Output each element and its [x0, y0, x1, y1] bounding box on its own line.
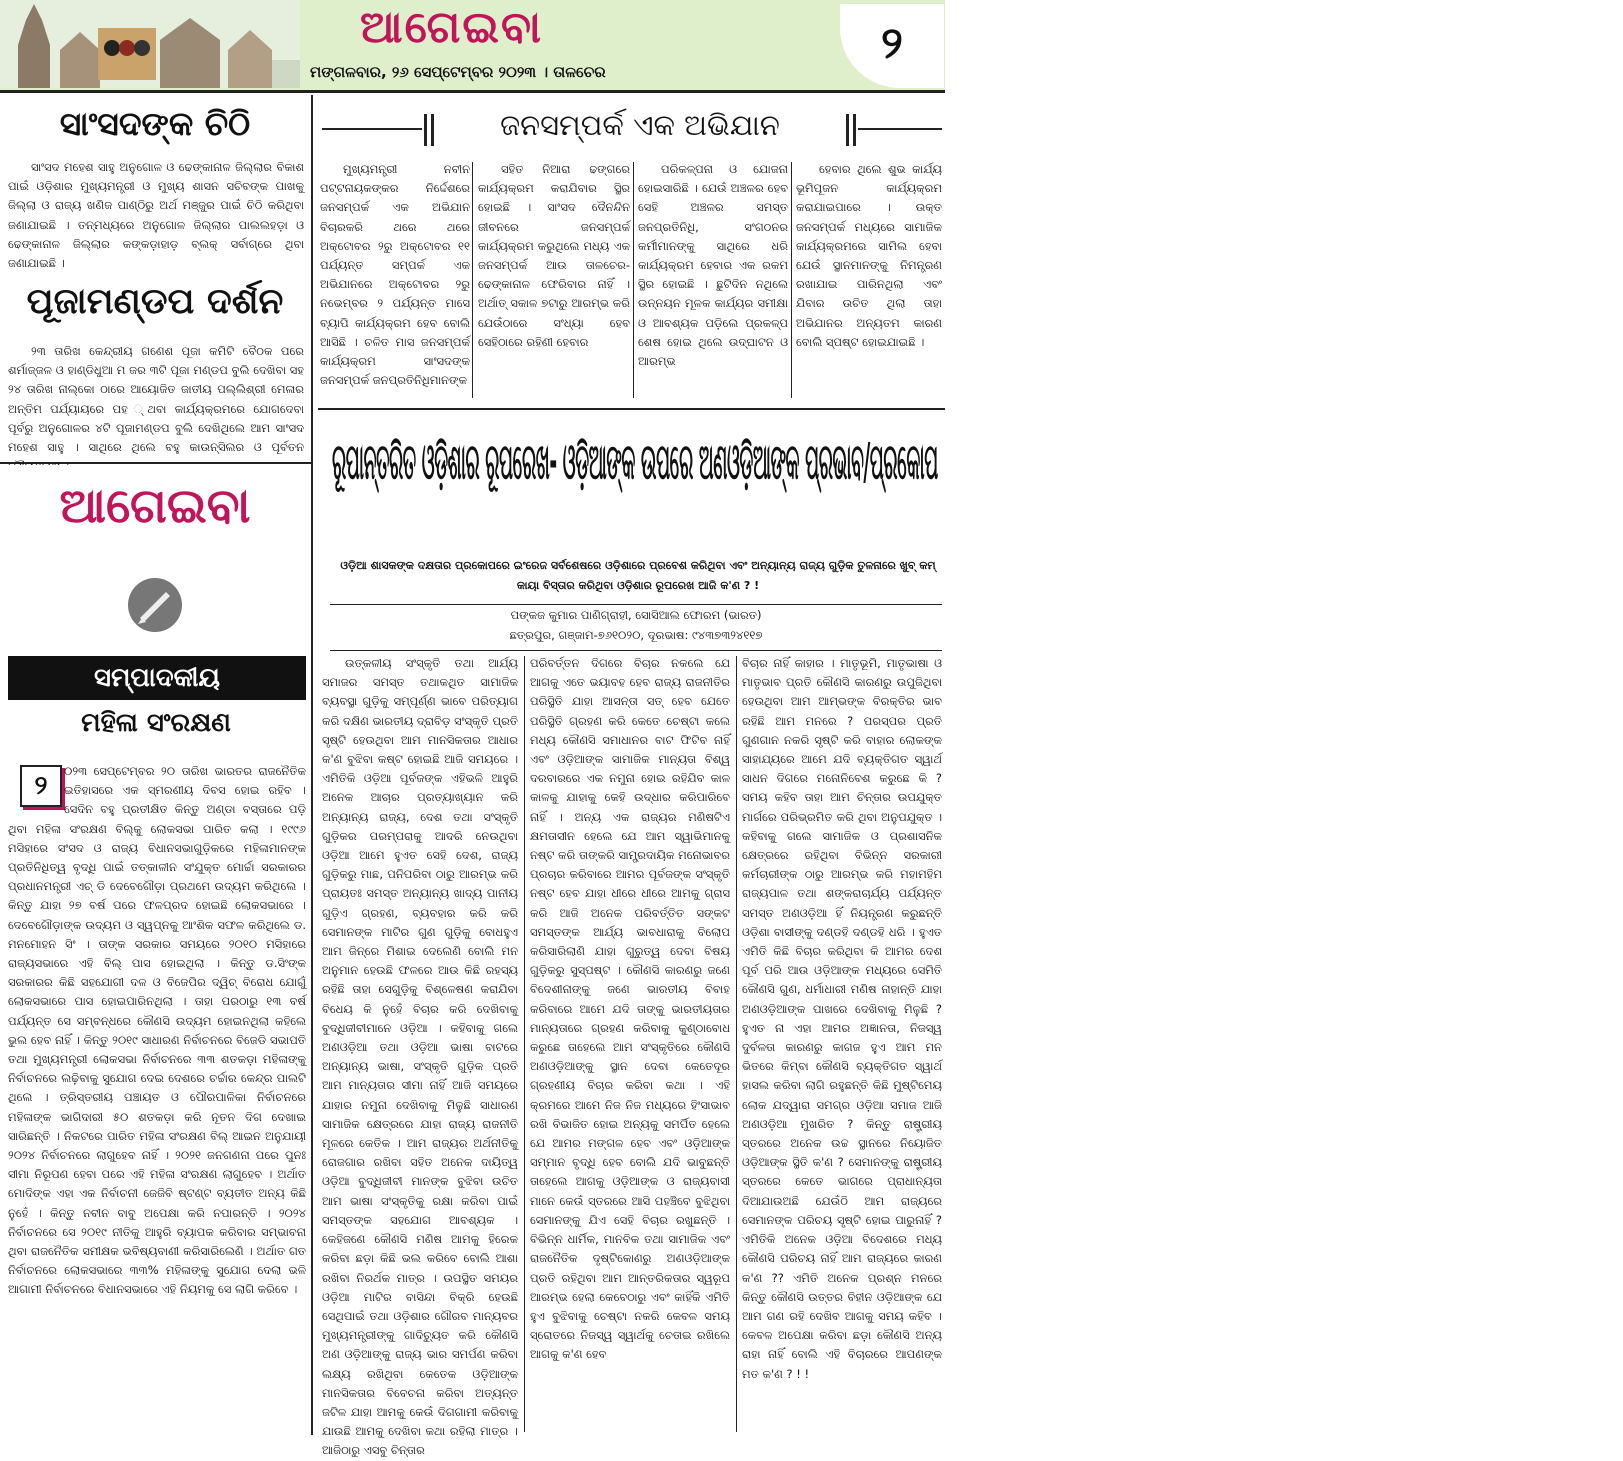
heading-bar-right	[853, 114, 856, 146]
column-divider	[633, 162, 634, 398]
page-number: ୨	[840, 4, 944, 88]
jana-col-1-text: ମୁଖ୍ୟମନ୍ତ୍ରୀ ନବୀନ ପଟ୍ଟନାୟକଙ୍କର ନିର୍ଦ୍ଦେଶରେ ଜନସମ୍ପର୍କ ଏକ ଅଭିଯାନ ବିଚାରକରି ଥରେ ଥରେ ଅକ୍ଟୋବର ୨ରୁ ଅକ୍ଟୋବର ୧୧ ପର୍ଯ୍ୟନ୍ତ ସମ୍ପର୍କ ଏକ ଅଭିଯାନରେ ଅକ୍ଟୋବର ୨ରୁ ନଭେମ୍ବର ୨ ପର୍ଯ୍ୟନ୍ତ ମାସେ ବ୍ୟାପି କାର୍ଯ୍ୟକ୍ରମ ହେବ ବୋଲି ଆସିଛି । ଚଳିତ ମାସ ଜନସମ୍ପର୍କ କାର୍ଯ୍ୟକ୍ରମ ସାଂସଦଙ୍କ ଜନସମ୍ପର୍କ ଜନପ୍ରତିନିଧିମାନଙ୍କ	[320, 162, 470, 388]
feature-headline-text: ରୂପାନ୍ତରିତ ଓଡ଼ିଶାର ରୂପରେଖ- ଓଡ଼ିଆଙ୍କ ଉପରେ ଅଣଓଡ଼ିଆଙ୍କ ପ୍ରଭାବ/ପ୍ରକୋପ	[332, 433, 938, 491]
column-rule	[311, 95, 313, 1435]
drop-cap-space	[8, 762, 64, 804]
editorial-article	[8, 762, 306, 1432]
jana-col-2-text: ସହିତ ନିଆରା ଢଙ୍ଗରେ କାର୍ଯ୍ୟକ୍ରମ କରାଯିବାର ସ୍ଥିର ହୋଇଛି । ସାଂସଦ ଦୈନନ୍ଦିନ ଜୀବନରେ ଜନସମ୍ପର୍କ କାର୍ଯ୍ୟକ୍ରମ କରୁଥିଲେ ମଧ୍ୟ ଏକ ଜନସମ୍ପର୍କ ଆଉ ତାଳଚେର-ଢେଙ୍କାନାଳ ଫେରିବାର ନାହିଁ । ଅର୍ଥାତ୍ ସକାଳ ୭ଟାରୁ ଆରମ୍ଭ କରି ଯେଉଁଠାରେ ସଂଧ୍ୟା ହେବ ସେହିଠାରେ ରହିଣୀ ହେବାର	[478, 162, 630, 349]
headline-janasamparka: ଜନସମ୍ପର୍କ ଏକ ଅଭିଯାନ	[500, 108, 780, 142]
column-divider	[736, 656, 737, 1432]
jana-col-1	[320, 160, 470, 400]
heading-bar-left	[424, 114, 427, 146]
feature-col-1-text: ଉତ୍କଳୀୟ ସଂସ୍କୃତି ତଥା ଆର୍ଯ୍ୟ ସମାଜର ସମସ୍ତ ତଥାକଥିତ ସାମାଜିକ ବ୍ୟବସ୍ଥା ଗୁଡ଼ିକୁ ସମ୍ପୂର୍ଣ୍ଣ ଭାବେ ପରିତ୍ୟାଗ କରି ଦକ୍ଷିଣ ଭାରତୀୟ ଦ୍ରାବିଡ଼ ସଂସ୍କୃତି ପ୍ରତି ସୃଷ୍ଟି ହେଉଥିବା ଆମ ମାନସିକତାର ଆଧାର କ'ଣ ବୁଝିବା କଷ୍ଟ ହୋଇଛି ଆଜି ସମୟରେ । ଏମିତିକି ଓଡ଼ିଆ ପୂର୍ବଜଙ୍କ ଏହିଭଳି ଆହୁରି ଅନେକ ଆଚାର ପ୍ରତ୍ୟାଖ୍ୟାନ କରି ଅନ୍ୟାନ୍ୟ ରାଜ୍ୟ, ଦେଶ ତଥା ସଂସ୍କୃତି ଗୁଡ଼ିକର ପରମ୍ପରାକୁ ଆଦରି ନେଉଥିବା ଓଡ଼ିଆ ଆମେ ହୁଏତ ସେହି ଦେଶ, ରାଜ୍ୟ ଗୁଡ଼ିକରୁ ମାଛ, ପନିପରିବା ଠାରୁ ଆରମ୍ଭ କରି ପ୍ରାୟତଃ ସମସ୍ତ ଅନ୍ୟାନ୍ୟ ଖାଦ୍ୟ ପାନୀୟ ଗୁଡ଼ିଏ ଗ୍ରହଣ, ବ୍ୟବହାର କରି କରି ସେମାନଙ୍କ ମାଟିର ଗୁଣ ଗୁଡ଼ିକୁ ବୋଧହୁଏ ଆମ ଜିନ୍‌ରେ ମିଶାଇ ଦେଲେଣି ବୋଲି ମନ ଅନୁମାନ ହେଉଛି ଫଳରେ ଆଉ କିଛି ରହସ୍ୟ ରହିଛି ତାହା ସେଗୁଡ଼ିକୁ ବିଶ୍ଳେଷଣ କରାଯିବା ବିଧେୟ କି ନୁହେଁ ବିଚାର କରି ଦେଖିବାକୁ ବୁଦ୍ଧିଜୀବୀମାନେ ଓଡ଼ିଆ । କହିବାକୁ ଗଲେ ଅଣଓଡ଼ିଆ ତଥା ଓଡ଼ିଆ ଭାଷା ବାଟରେ ଅନ୍ୟାନ୍ୟ ଭାଷା, ସଂସ୍କୃତି ଗୁଡ଼ିକ ପ୍ରତି ଆମ ମାନ୍ୟତାର ସୀମା ନାହିଁ ଆଜି ସମୟରେ ଯାହାର ନମୁନା ଦେଖିବାକୁ ମିଳୁଛି ସାଧାରଣ ସାମାଜିକ କ୍ଷେତ୍ରରେ ଯାହା ରାଜ୍ୟ ରାଜନୀତି ମୂଳରେ କେତିକ । ଆମ ରାଜ୍ୟର ଅର୍ଥନୀତିକୁ ରୋଜଗାର ରଖିବା ସହିତ ଅନେକ ଦାୟିତ୍ୱ ଓଡ଼ିଆ ବୁଦ୍ଧିଜୀବୀ ମାନଙ୍କ ବୁଝିବା ଉଚିତ ଆମ ଭାଷା ସଂସ୍କୃତିକୁ ରକ୍ଷା କରିବା ପାଇଁ ସମସ୍ତଙ୍କ ସହଯୋଗ ଆବଶ୍ୟକ । କେହିଜଣେ କୌଣସି ମଣିଷ ଆମକୁ ହିରେକ କରିବା ଛଡ଼ା କିଛି ଭଲ କରିବେ ବୋଲି ଆଶା ରଖିବା ନିରର୍ଥକ ମାତ୍ର । ଉପସ୍ଥିତ ସମୟର ଓଡ଼ିଆ ମାଟିର ବାସିନ୍ଦା ବିକ୍ରି ହେଉଛି ସେଥିପାଇଁ ତଥା ଓଡ଼ିଶାର ଗୌରବ ମାନ୍ୟବର ମୁଖ୍ୟମନ୍ତ୍ରୀଙ୍କୁ ଗାଦିଚ୍ୟୁତ କରି କୌଣସି ଅଣ ଓଡ଼ିଆଙ୍କୁ ରାଜ୍ୟ ଭାର ସମର୍ପଣ କରିବା ଲକ୍ଷ୍ୟ ରଖିଥିବା କେତେକ ଓଡ଼ିଆଙ୍କ ମାନସିକତାର ବିବେଚନା କରିବା ଅତ୍ୟନ୍ତ ଜଟିଳ ଯାହା ଆମକୁ କେଉଁ ଦିଗଗାମୀ କରିବାକୁ ଯାଉଛି ଆମକୁ ଦେଖିବା କଥା ରହିଲା ମାତ୍ର । ଆଜିଠାରୁ ଏସବୁ ଚିନ୍ତାର	[322, 656, 518, 1458]
column-divider	[791, 162, 792, 398]
jana-col-2	[478, 160, 630, 400]
byline-rule	[330, 650, 942, 651]
feature-col-3	[742, 654, 942, 1432]
feature-col-2	[530, 654, 730, 1432]
feature-byline-address: ଛତ୍ରପୁର, ଗଞ୍ଜାମ-୭୬୧୦୨୦, ଦୂରଭାଷ: ୯୪୩୭୩୨୪୧୧୭	[509, 628, 763, 642]
editorial-body: ୦୨୩ ସେପ୍ଟେମ୍ବର ୨୦ ତାରିଖ ଭାରତର ରାଜନୈତିକ ଇତିହାସରେ ଏକ ସ୍ମରଣୀୟ ଦିବସ ହୋଇ ରହିବ । ସେଦିନ ବହୁ ପ୍ରତୀକ୍ଷିତ କିନ୍ତୁ ଅଣ୍ଡା ବସ୍ତାରେ ପଡ଼ି ଥିବା ମହିଳା ସଂରକ୍ଷଣ ବିଲ୍‌କୁ ଲୋକସଭା ପାରିତ କଲା । ୧୯୯୬ ମସିହାରେ ସଂସଦ ଓ ରାଜ୍ୟ ବିଧାନସଭାଗୁଡ଼ିକରେ ମହିଳାମାନଙ୍କ ପ୍ରତିନିଧିତ୍ୱ ବୃଦ୍ଧି ପାଇଁ ତତ୍କାଳୀନ ସଂଯୁକ୍ତ ମୋର୍ଚ୍ଚା ସରକାରର ପ୍ରଧାନମନ୍ତ୍ରୀ ଏଚ୍ ଡି ଦେବେଗୌଡ଼ା ପ୍ରଥମେ ଉଦ୍ୟମ କରିଥିଲେ । କିନ୍ତୁ ଯାହା ୨୭ ବର୍ଷ ପରେ ଫଳପ୍ରଦ ହୋଇଛି ଲୋକସଭାରେ । ଦେବେଗୌଡ଼ାଙ୍କ ଉଦ୍ୟମ ଓ ସ୍ୱପ୍ନକୁ ଆଂଶିକ ସଫଳ କରିଥିଲେ ଡ. ମନମୋହନ ସିଂ । ତାଙ୍କ ସରକାର ସମୟରେ ୨୦୧୦ ମସିହାରେ ରାଜ୍ୟସଭାରେ ଏହି ବିଲ୍ ପାସ ହୋଇଥିଲା । କିନ୍ତୁ ଡ.ସିଂଙ୍କ ସରକାରର କିଛି ସହଯୋଗୀ ଦଳ ଓ ବିଜେପିର ଦ୍ୱିଚ୍ ବିରୋଧ ଯୋଗୁଁ ଲୋକସଭାରେ ପାସ ହୋଇପାରିନଥିଲା । ତାହା ପରଠାରୁ ୧୩ ବର୍ଷ ପର୍ଯ୍ୟନ୍ତ ସେ ସମ୍ବନ୍ଧରେ କୌଣସି ଉଦ୍ୟମ ହୋଇନଥିଲା କହିଲେ ଭୁଲ ହେବ ନାହିଁ । କିନ୍ତୁ ୨୦୧୯ ସାଧାରଣ ନିର୍ବାଚନରେ ବିଜେଡି ସଭାପତି ତଥା ମୁଖ୍ୟମନ୍ତ୍ରୀ ଲୋକସଭା ନିର୍ବାଚନରେ ୩୩ ଶତକଡ଼ା ମହିଳାଙ୍କୁ ନିର୍ବାଚନରେ ଲଢ଼ିବାକୁ ସୁଯୋଗ ଦେଇ ଦେଶରେ ଚର୍ଚ୍ଚାର କେନ୍ଦ୍ର ପାଲଟି ଥିଲେ । ତ୍ରିସ୍ତରୀୟ ପଞ୍ଚାୟତ ଓ ପୌରପାଳିକା ନିର୍ବାଚନରେ ମହିଳାଙ୍କ ଭାଗିଦାରୀ ୫୦ ଶତକଡ଼ା କରି ନୂତନ ଦିଗ ଦେଖାଇ ସାରିଛନ୍ତି । ନିକଟରେ ପାରିତ ମହିଳା ସଂରକ୍ଷଣ ବିଲ୍ ଆଇନ ଅନୁଯାୟୀ ୨୦୨୪ ନିର୍ବାଚନରେ ଲାଗୁହେବ ନାହିଁ । ୨୦୨୧ ଜନଗଣନା ପରେ ପୁନଃ ସୀମା ନିରୂପଣ ହେବା ପରେ ଏହି ମହିଳା ସଂରକ୍ଷଣ ଲାଗୁହେବ । ଅର୍ଥାତ ମୋଦିଙ୍କ ଏହା ଏକ ନିର୍ବାଚନୀ ଜେଜିବି ଷ୍ଟଣ୍ଟ ବ୍ୟତୀତ ଅନ୍ୟ କିଛି ନୁହେଁ । କିନ୍ତୁ ନବୀନ ବାବୁ ଅପେକ୍ଷା କରି ନପାରନ୍ତି । ୨୦୨୪ ନିର୍ବାଚନରେ ସେ ୨୦୧୯ ନୀତିକୁ ଆହୁରି ବ୍ୟାପକ କରିବାର ସମ୍ଭାବନା ଥିବା ରାଜନୈତିକ ସମୀକ୍ଷକ ଭବିଷ୍ୟବାଣୀ କରିସାରିଲେଣି । ଅର୍ଥାତ ଗତ ନିର୍ବାଚନରେ ଲୋକସଭାରେ ୩୩% ମହିଳାଙ୍କୁ ସୁଯୋଗ ଦେଲା ଭଳି ଆଗାମୀ ନିର୍ବାଚନରେ ବିଧାନସଭାରେ ଏହି ନିୟମକୁ ସେ ଲାଗି କରିବେ ।	[8, 764, 306, 1297]
heading-rule-right	[858, 128, 942, 130]
jana-col-3-text: ପରିକଳ୍ପନା ଓ ଯୋଜନା ହୋଇସାରିଛି । ଯେଉଁ ଅଞ୍ଚଳର ହେବ ସେହି ଅଞ୍ଚଳର ସମସ୍ତ ଜନପ୍ରତିନିଧି, ସଂଗଠନର କର୍ମୀମାନଙ୍କୁ ସାଥିରେ ଧରି କାର୍ଯ୍ୟକ୍ରମ ହେବାର ଏକ ରକମ ସ୍ଥିର ହୋଇଛି । ଛୁଟିଦିନ ନଥିଲେ ଉନ୍ନୟନ ମୂଳକ କାର୍ଯ୍ୟର ସମୀକ୍ଷା ଓ ଆବଶ୍ୟକ ପଡ଼ିଲେ ପ୍ରକଳ୍ପ ଶେଷ ହୋଇ ଥିଲେ ଉଦ୍‌ଘାଟନ ଓ ଆରମ୍ଭ	[638, 162, 788, 369]
jana-col-3	[638, 160, 788, 400]
headline-mp-letter: ସାଂସଦଙ୍କ ଚିଠି	[59, 104, 251, 143]
feature-col-1	[322, 654, 518, 1458]
column-divider	[472, 162, 473, 398]
feature-byline-name: ପଙ୍କଜ କୁମାର ପାଣିଗ୍ରାହୀ, ସୋସିଆଲ ଫୋରମ (ଭାରତ)	[510, 608, 762, 622]
column-divider	[524, 656, 525, 1432]
masthead-title: ଆଗେଇବା	[360, 2, 544, 53]
article-mp-letter	[8, 158, 304, 270]
headline-puja-mandap: ପୂଜାମଣ୍ଡପ ଦର୍ଶନ	[26, 280, 284, 322]
drop-cap: ୨	[20, 765, 62, 807]
jana-col-4-text: ହେବାର ଥିଲେ ଶୁଭ କାର୍ଯ୍ୟ ଭୂମିପୂଜନ କାର୍ଯ୍ୟକ୍ରମ କରାଯାଇପାରେ । ଉକ୍ତ ଜନସମ୍ପର୍କ ମଧ୍ୟରେ ସାମାଜିକ କାର୍ଯ୍ୟକ୍ରମରେ ସାମିଲ ହେବା ଯେଉଁ ସ୍ଥାନମାନଙ୍କୁ ନିମନ୍ତ୍ରଣ ରଖାଯାଇ ପାରିନଥିଲା ଏବଂ ଯିବାର ଉଚିତ ଥିଲା ତାହା ଅଭିଯାନର ଅନ୍ୟତମ କାରଣ ବୋଲି ସ୍ପଷ୍ଟ ହୋଇଯାଇଛି ।	[796, 162, 942, 349]
feature-col-2-text: ପରିବର୍ତ୍ତନ ଦିଗରେ ବିଚାର ନକଲେ ଯେ ଆଗକୁ ଏତେ ଭୟାବହ ହେବ ରାଜ୍ୟ ରାଜନୀତିର ପରିସ୍ଥିତି ଯାହା ଆସନ୍ତା ସତ୍ ହେବ ଯେତେ ପରିସ୍ଥିତି ଗ୍ରହଣ କରି କେତେ ଚେଷ୍ଟା କଲେ ମଧ୍ୟ କୌଣସି ସମାଧାନର ବାଟ ଫିଟିବ ନାହିଁ ଏବଂ ଓଡ଼ିଆଙ୍କ ସାମାଜିକ ମାନ୍ୟତା ବିଶ୍ୱ ଦରବାରରେ ଏକ ନମୁନା ହୋଇ ରହିଯିବ କାଳ କାଳକୁ ଯାହାକୁ କେହି ଉଦ୍ଧାର କରିପାରିବେ ନାହିଁ । ଅନ୍ୟ ଏକ ରାଜ୍ୟର ମଣିଷଟିଏ କ୍ଷମତାସୀନ ହେଲେ ଯେ ଆମ ସ୍ୱାଭିମାନକୁ ନଷ୍ଟ କରି ତାଙ୍କରି ସାମ୍ପ୍ରଦାୟିକ ମନୋଭାବର ପ୍ରଚାର କରିବାରେ ଆମର ପୂର୍ବଜଙ୍କ ସଂସ୍କୃତି ନଷ୍ଟ ହେବ ଯାହା ଧୀରେ ଧୀରେ ଆମକୁ ଗ୍ରାସ କରି ଆଜି ଅନେକ ପରିବର୍ତ୍ତିତ ସଙ୍କଟ ସମସ୍ତଙ୍କ ଆର୍ଯ୍ୟ ଭାବଧାରାକୁ ବିଲୋପ କରିସାରିଲାଣି ଯାହା ଗୁରୁତ୍ୱ ଦେବା ବିଷୟ ଗୁଡ଼ିକରୁ ସୁସ୍ପଷ୍ଟ । କୌଣସି କାରଣରୁ ଜଣେ ବିଦେଶୀନାଙ୍କୁ ଜଣେ ଭାରତୀୟ ବିବାହ କରିବାରେ ଆମେ ଯଦି ତାଙ୍କୁ ଭାରତୀୟତାର ମାନ୍ୟତାରେ ଗ୍ରହଣ କରିବାକୁ କୁଣ୍ଠାବୋଧ କରୁଛେ ତାହେଲେ ଆମ ସଂସ୍କୃତିରେ କୌଣସି ଅଣଓଡ଼ିଆଙ୍କୁ ସ୍ଥାନ ଦେବା କେତେଦୂର ଗ୍ରହଣୀୟ ବିଚାର କରିବା କଥା । ଏହି କ୍ରମରେ ଆମେ ନିଜ ନିଜ ମଧ୍ୟରେ ହିଂସାଭାବ ରଖି ବିଭାଜିତ ହୋଇ ଅନ୍ୟକୁ ସମର୍ପିତ ହେଲେ ଯେ ଆମର ମଙ୍ଗଳ ହେବ ଏବଂ ଓଡ଼ିଆଙ୍କ ସମ୍ମାନ ବୃଦ୍ଧି ହେବ ବୋଲି ଯଦି ଭାବୁଛନ୍ତି ତାହେଲେ ଆଗକୁ ଓଡ଼ିଆଙ୍କ ଓ ରାଜ୍ୟବାସୀ ମାନେ କେଉଁ ସ୍ତରରେ ଆସି ପହଞ୍ଚିବେ ବୁଝିଥିବା ସେମାନଙ୍କୁ ଯିଏ ସେହି ବିଚାର ରଖୁଛନ୍ତି । ବିଭିନ୍ନ ଧାର୍ମିକ, ମାନବିକ ତଥା ସାମାଜିକ ଏବଂ ରାଜନୈତିକ ଦୃଷ୍ଟିକୋଣରୁ ଅଣଓଡ଼ିଆଙ୍କ ପ୍ରତି ରହିଥିବା ଆମ ଆନ୍ତରିକତାର ସ୍ୱରୂପ ଆରମ୍ଭ ହେଲା କେବେଠାରୁ ଏବଂ କାହିଁକି ଏମିତି ହୁଏ ବୁଝିବାକୁ ଚେଷ୍ଟା ନକରି କେବଳ ସମୟ ସ୍ରୋତରେ ନିଜସ୍ୱ ସ୍ୱାର୍ଥକୁ ଚେତାଇ ରଖିଲେ ଆଗକୁ କ'ଣ ହେବ	[530, 656, 730, 1362]
article-puja-mandap-body: ୨୩ ତାରିଖ କେନ୍ଦ୍ରୀୟ ଗଣେଶ ପୂଜା କମିଟି ବୈଠକ ପରେ ଶର୍ମାଜ୍ଜଳ ଓ ହାଣ୍ଡିଧୁଆ ମ ଜର ୩ଟି ପୂଜା ମଣ୍ଡପ ବୁଲି ଦେଖିବା ସହ ୨୪ ତାରିଖ ନାଲ୍କୋ ଠାରେ ଆୟୋଜିତ ଜାତୀୟ ପଲ୍ଲିଶ୍ରୀ ମେଳାର ଅନ୍ତିମ ପର୍ଯ୍ୟାୟରେ ପହ ୍ଥବା କାର୍ଯ୍ୟକ୍ରମରେ ଯୋଗଦେବା ପୂର୍ବରୁ ଅନୁଗୋଳର ୪ଟି ପୂଜାମଣ୍ଡପ ବୁଲି ଦେଖିଥିଲେ ଆମ ସାଂସଦ ମହେଶ ସାହୁ । ସାଥିରେ ଥିଲେ ବହୁ କାଉନ୍‌ସିଲର ଓ ପୂର୍ବତନ	[8, 344, 304, 455]
byline-rule	[330, 604, 942, 605]
feature-col-3-text: ବିଚାର ନାହିଁ କାହାର । ମାତୃଭୂମି, ମାତୃଭାଷା ଓ ମାତୃଭାବ ପ୍ରତି କୌଣସି କାରଣରୁ ଉପୁଜିଥିବା ହେଉଥିବା ଆମ ଆମ୍ଭଙ୍କ ବିରକ୍ତିର ଭାବ ରହିଛି ଆମ ମନରେ ? ପରସ୍ପର ପ୍ରତି ଗୁଣଗାନ ନକରି ସୃଷ୍ଟି କରି ବାହାର ଲୋକଙ୍କ ସାହାଯ୍ୟରେ ଆମେ ଯଦି ବ୍ୟକ୍ତିଗତ ସ୍ୱାର୍ଥ ସାଧନ ଦିଗରେ ମନୋନିବେଶ କରୁଛେ କି ? ସମୟ କହିବ ତାହା ଆମ ଚିନ୍ତାର ଉପଯୁକ୍ତ ମାର୍ଗରେ ପରିଭ୍ରମିତ କରି ଥିବା ଅନୁପଯୁକ୍ତ । କହିବାକୁ ଗଲେ ସାମାଜିକ ଓ ପ୍ରଶାସନିକ କ୍ଷେତ୍ରରେ ରହିଥିବା ବିଭିନ୍ନ ସରକାରୀ କର୍ମଚାରୀଙ୍କ ଠାରୁ ଆରମ୍ଭ କରି ମହାମହିମ ରାଜ୍ୟପାଳ ତଥା ଶଙ୍କରାଚାର୍ଯ୍ୟ ପର୍ଯ୍ୟନ୍ତ ସମସ୍ତ ଅଣଓଡ଼ିଆ ହିଁ ନିୟନ୍ତ୍ରଣ କରୁଛନ୍ତି ଓଡ଼ିଶା ବାସୀଙ୍କୁ ଦଣ୍ଡହି ଦଣ୍ଡହି ଧରି । ହୁଏତ ଏମିତି କିଛି ବିଚାର କରିଥିବା କି ଆମର ଦେଶ ପୂର୍ବ ପରି ଆଉ ଓଡ଼ିଆଙ୍କ ମଧ୍ୟରେ ସେମିତି କୌଣସି ଗୁଣ, ଧର୍ମାଧାରୀ ମଣିଷ ନାହାନ୍ତି ଯାହା ଅଣଓଡ଼ିଆଙ୍କ ପାଖରେ ଦେଖିବାକୁ ମିଳୁଛି ? ହୁଏତ ନା ଏହା ଆମର ଅଜ୍ଞାନତା, ନିଜସ୍ୱ ଦୁର୍ବଳତା କାରଣରୁ କାଗଜ ହୁଏ ଆମ ମନ ଭିତରେ କିମ୍ବା କୌଣସି ବ୍ୟକ୍ତିଗତ ସ୍ୱାର୍ଥ ହାସଲ କରିବା ଲାଗି ରହୁଛନ୍ତି କିଛି ମୁଷ୍ଟିମେୟ ଲୋକ ଯଦ୍ୱାରା ସମଗ୍ର ଓଡ଼ିଆ ସମାଜ ଆଜି ଅଣଓଡ଼ିଆ ମୁଖରିତ ? କିନ୍ତୁ ରାଷ୍ଟ୍ରୀୟ ସ୍ତରରେ ଅନେକ ଉଚ୍ଚ ସ୍ଥାନରେ ନିୟୋଜିତ ଓଡ଼ିଆଙ୍କ ସ୍ଥିତି କ'ଣ ? ସେମାନଙ୍କୁ ରାଷ୍ଟ୍ରୀୟ ସ୍ତରରେ କେତେ ଭାଗରେ ପ୍ରାଧାନ୍ୟତା ଦିଆଯାଉଅଛି ଯେଉଁଠି ଆମ ରାଜ୍ୟରେ ସେମାନଙ୍କ ପରିଚୟ ସୃଷ୍ଟି ହୋଇ ପାରୁନାହିଁ ? ଏମିତିକି ଅନେକ ଓଡ଼ିଆ ବିଦେଶରେ ମଧ୍ୟ କୌଣସି ପରିଚୟ ନାହିଁ ଆମ ରାଜ୍ୟରେ କାରଣ କ'ଣ ?? ଏମିତି ଅନେକ ପ୍ରଶ୍ନ ମନରେ କିନ୍ତୁ କୌଣସି ଉତ୍ତର ବିହୀନ ଓଡ଼ିଆଙ୍କ ଯେ ଆମ ଗଣ ରହି ଦେଖିବ ଆଗକୁ ସମୟ କହିବ । କେବଳ ଅପେକ୍ଷା କରିବା ଛଡ଼ା କୌଣସି ଅନ୍ୟ ରାହା ନାହିଁ ବୋଲି ଏହି ବିଚାରରେ ଆପଣଙ୍କ ମତ କ'ଣ ? ! !	[742, 656, 942, 1381]
heading-rule-left	[322, 128, 422, 130]
article-puja-mandap	[8, 342, 304, 460]
editorial-logo: ଆଗେଇବା	[59, 478, 251, 534]
feature-headline	[332, 420, 942, 504]
jana-col-4	[796, 160, 942, 400]
masthead-date: ମଙ୍ଗଳବାର, ୨୬ ସେପ୍ଟେମ୍ବର ୨୦୨୩ । ତାଳଚେର	[310, 63, 606, 81]
heading-bar-right	[846, 114, 849, 146]
editorial-title: ମହିଳା ସଂରକ୍ଷଣ	[81, 708, 231, 738]
temple-illustration	[0, 0, 300, 88]
feature-intro: ଓଡ଼ିଆ ଶାସକଙ୍କ ଦକ୍ଷତାର ପ୍ରକୋପରେ ଇଂରେଜ ସର୍ବଶେଷରେ ଓଡ଼ିଶାରେ ପ୍ରବେଶ କରିଥିବା ଏବଂ ଅନ୍ୟାନ୍ୟ ରାଜ୍ୟ ଗୁଡ଼ିକ ତୁଳନାରେ ଖୁବ୍ କମ୍ କାୟା ବିସ୍ତାର କରିଥିବା ଓଡ଼ିଶାର ରୂପରେଖ ଆଜି କ'ଣ ? !	[340, 559, 936, 592]
article-mp-letter-body: ସାଂସଦ ମହେଶ ସାହୁ ଅନୁଗୋଳ ଓ ଢେଙ୍କାନାଳ ଜିଲ୍ଲାର ବିକାଶ ପାଇଁ ଓଡ଼ିଶାର ମୁଖ୍ୟମନ୍ତ୍ରୀ ଓ ମୁଖ୍ୟ ଶାସନ ସଚିବଙ୍କ ପାଖକୁ ଜିଲ୍ଲା ଓ ରାଜ୍ୟ ଖଣିଜ ପାଣ୍ଠିରୁ ଅର୍ଥ ମଞ୍ଜୁର ପାଇଁ ଚିଠି କରିଥିବା ଜଣାଯାଇଛି । ତନ୍ମଧ୍ୟରେ ଅନୁଗୋଳ ଜିଲ୍ଲାର ପାଲଲହଡ଼ା ଓ ଢେଙ୍କାନାଳ ଜିଲ୍ଲାର କଙ୍କଡ଼ାହାଡ଼ ବ୍ଲକ୍ ସର୍ବାଗ୍ରେ ଥିବା ଜଣାଯାଇଛି ।	[8, 160, 304, 271]
quill-pen-icon	[128, 578, 182, 632]
editorial-section-bar: ସମ୍ପାଦକୀୟ	[8, 656, 306, 700]
heading-bar-left	[431, 114, 434, 146]
